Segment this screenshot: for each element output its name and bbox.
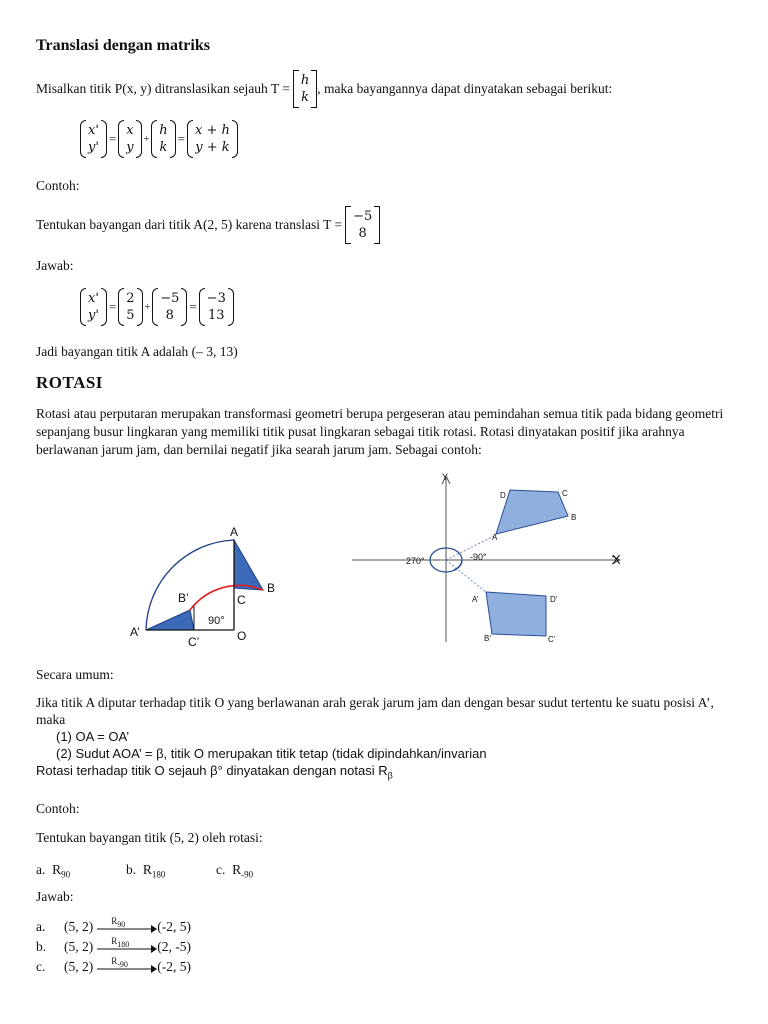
fig2-label-D: D [500, 491, 506, 500]
option-c: c. $R_{-90}$ [216, 862, 254, 880]
rotation-example-label: Contoh: [36, 801, 80, 816]
fig1-label-B-prime: B’ [178, 591, 189, 605]
rule-1: (1) OA = OA’ [56, 729, 130, 744]
fig2-label-B: B [571, 513, 577, 522]
rotation-notation: Rotasi terhadap titik O sejauh β° dinyatakan dengan notasi $R_\beta$ [36, 763, 393, 781]
translation-conclusion: Jadi bayangan titik A adalah (– 3, 13) [36, 344, 238, 359]
rotation-answer-label: Jawab: [36, 889, 74, 904]
fig1-angle-label: 90° [208, 615, 225, 627]
intro-after: , maka bayangannya dapat dinyatakan sebagai berikut: [317, 81, 613, 96]
fig2-label-C-prime: C’ [548, 635, 556, 644]
fig2-angle-270: 270° [406, 556, 425, 566]
fig2-label-Y: Y [442, 472, 449, 482]
fig1-label-A: A [230, 525, 239, 539]
rotation-figure-arc [122, 520, 322, 652]
general-text: Jika titik A diputar terhadap titik O yang berlawanan arah gerak jarum jam dan dengan besar sudut tertentu ke suatu posisi A’, maka [36, 695, 714, 727]
fig1-label-O: O [237, 629, 247, 643]
fig1-label-A-prime: A’ [130, 625, 140, 639]
translation-formula: x' y' = x y + h k = x + h y + k [80, 120, 238, 158]
fig2-label-B-prime: B’ [484, 634, 492, 643]
fig2-label-X: X [612, 552, 621, 567]
fig1-label-C: C [237, 593, 246, 607]
translation-title: Translasi dengan matriks [36, 37, 210, 54]
general-label: Secara umum: [36, 667, 114, 682]
rotation-paragraph: Rotasi atau perputaran merupakan transformasi geometri berupa pergeseran atau pemindahan semua titik pada bidang geometri sepanjang busur lingkaran yang memiliki titik pusat lingkaran sebagai titik rotasi. Rotasi dinyatakan positif jika arahnya berlawanan jarum jam, dan bernilai negatif jika searah jarum jam. Sebagai contoh: [36, 406, 724, 457]
intro-before: Misalkan titik P(x, y) ditranslasikan sejauh T = [36, 81, 290, 96]
answer-b: b. (5, 2) $R_{180}$ (2, -5) [36, 936, 191, 954]
rule-2: (2) Sudut AOA’ = β, titik O merupakan titik tetap (tidak dipindahkan/invarian [56, 746, 487, 761]
fig2-label-D-prime: D’ [550, 595, 558, 604]
fig2-label-A: A [492, 533, 498, 542]
fig2-angle-neg90: -90° [470, 552, 487, 562]
translation-intro [36, 70, 612, 108]
answer-label: Jawab: [36, 258, 74, 273]
fig2-label-C: C [562, 489, 568, 498]
example-label: Contoh: [36, 178, 80, 193]
fig1-label-B: B [267, 581, 276, 595]
rotation-figure-axes [350, 470, 630, 645]
rotation-example-text: Tentukan bayangan titik (5, 2) oleh rotasi: [36, 830, 263, 845]
option-b: b. $R_{180}$ [126, 862, 166, 880]
answer-c: c. (5, 2) $R_{-90}$ (-2, 5) [36, 956, 191, 974]
translation-answer: x' y' = 2 5 + −5 8 = −3 13 [80, 288, 234, 326]
fig1-label-C-prime: C’ [188, 635, 200, 649]
translation-example: Tentukan bayangan dari titik A(2, 5) karena translasi T = −5 8 [36, 206, 380, 244]
rotation-title: ROTASI [36, 373, 103, 392]
answer-a: a. (5, 2) $R_{90}$ (-2, 5) [36, 916, 191, 934]
fig2-label-A-prime: A’ [472, 595, 479, 604]
T-matrix: h k [293, 70, 317, 108]
option-a: a. $R_{90}$ [36, 862, 71, 880]
